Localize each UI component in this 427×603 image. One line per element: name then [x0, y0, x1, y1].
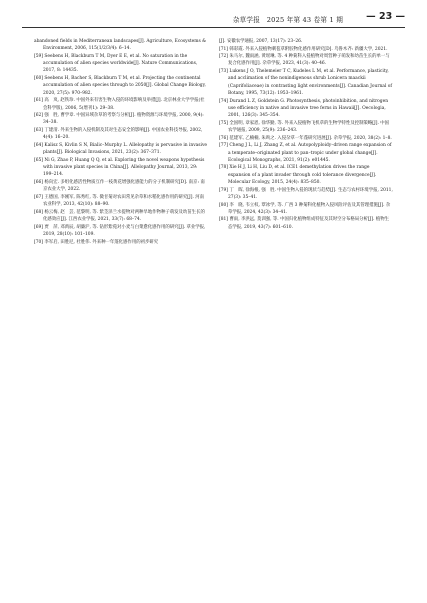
- reference-columns: [34, 38, 393, 573]
- reference-item: [77] Cheng J L, Li J, Zhang Z, et al. Autopolyploidy–driven range expansion of a temperate–originated plant to pan–tropic under global change[J]. Ecological Monographs, 2021, 91(2): e01445.: [219, 143, 392, 163]
- reference-item: [81] 曹雨, 李洪远, 莫训强, 等. 中国归化植物组成特征及其时空分布格局分析[J]. 植物生态学报, 2019, 43(7): 601–610.: [219, 217, 390, 230]
- reference-item: [79] 丁 晖, 徐海根, 强 胜. 中国生物入侵的现状与趋势[J]. 生态与农村环境学报, 2011, 27(3): 35–41.: [219, 187, 393, 200]
- reference-item: abandoned fields in Mediterranean landscapes[J]. Agriculture, Ecosystems & Environment, 2006, 115(1/2/3/4): 6–14.: [34, 39, 206, 52]
- reference-column-left: [34, 38, 208, 573]
- journal-title: 杂草学报 2025 年第 43 卷第 1 期: [232, 16, 343, 24]
- reference-item: [69] 贾 萍, 邓禹辰, 胡廉沪, 等. 钻形紫菀对小麦与白菜愈化感作用的研究[J]. 草业学报, 2019, 28(10): 101–109.: [34, 224, 206, 237]
- reference-item: [61] 高 岚, 赵铁珍. 中国外来有害生物入侵的环境影响及举措[J]. 北京林业大学学报(社会科学版), 2006, 5(增刊1): 29–38.: [34, 98, 205, 111]
- reference-item: [75] 全国明, 章家恩, 徐华勤, 等. 外来入侵植物飞机草的生物学特性及控制策略[J]. 中国农学通报, 2009, 25(9): 236–243.: [219, 120, 390, 134]
- reference-item: [73] Lukens J O, Thelemeier T C, Kudeles L M, et al. Performance, plasticity, and acclimation of the nonindigenous shrub Lonicera maackii (Caprifoliaceae) in contrasting light environments[J]. Canadian Journal of Botany, 1995, 73(12): 1953–1961.: [219, 69, 392, 96]
- header-rule: [22, 27, 405, 28]
- reference-item: [70] 李军启, 田胜尼, 杜胜伟. 外来种一年蓬化感作用的初步研究: [34, 239, 159, 245]
- reference-item: [63] 丁建清. 外来生物的入侵机制及其对生态安全的影响[J]. 中国农业科技导报, 2002, 4(4): 16–20.: [34, 128, 203, 141]
- reference-item: [74] Durand L Z, Goldstein G. Photosynthesis, photoinhibition, and nitrogen use efficiency in native and invasive tree ferns in Hawaii[J]. Oecologia, 2001, 126(3): 345–354.: [219, 98, 389, 119]
- page-header: [22, 10, 405, 30]
- reference-item: [80] 李 晓, 韦立权, 覃冰学, 等. 广西 3 种菊科化植物入侵风险评估及其管理措施[J]. 杂草学报, 2024, 42(3): 34–41.: [219, 202, 391, 215]
- reference-item: [59] Seebens H, Blackburn T M, Dyer E E, et al. No saturation in the accumulation of alien species worldwide[J]. Nature Communications, 2017, 8: 14435.: [34, 53, 198, 74]
- reference-item: [J]. 安徽农学通报, 2007, 13(17): 23–26.: [219, 39, 303, 44]
- reference-column-right: [219, 38, 393, 573]
- reference-item: [78] Xie H J, Li H, Liu D, et al. ICE1 demethylation drives the range expansion of a plant invader through cold tolerance divergence[J]. Molecular Ecology, 2015, 24(4): 835–850.: [219, 165, 377, 186]
- reference-item: [67] 王德国, 李刚军, 陈秀红, 等. 微甘菊对农田常见杂草和水稻化感作用的研究[J]. 河南农业科学, 2013, 42(10): 88–90.: [34, 194, 205, 208]
- reference-item: [68] 杨云梅, 赵 芸, 范黎明, 等. 紫茎泽兰水提物对两种旱地作物种子萌发及幼苗生长的化感效应[J]. 江西农业学报, 2021, 33(7): 68–74.: [34, 209, 205, 223]
- reference-item: [62] 强 胜, 曹学章. 中国异域杂草的考察与分析[J]. 植物资源与环境学报, 2000, 9(4): 34–38.: [34, 113, 204, 126]
- reference-item: [72] 朱马尔, 魏雨涵, 黄瑶琳, 等. 4 种菊科入侵植物对周营种子萌发和幼苗生长的单一与复合化感作用[J]. 杂草学报, 2023, 41(3): 40–46.: [219, 54, 390, 67]
- reference-item: [71] 韩彩霞. 外来入侵植物刺苞草附胶物化感作用研究[D]. 乌鲁木齐: 新疆大学, 2021.: [219, 46, 388, 52]
- reference-item: [76] 范建军, 乙楠楠, 朱珣之. 入侵杂草一年蓬研究进展[J]. 杂草学报, 2020, 38(2): 1–8.: [219, 135, 392, 141]
- reference-item: [60] Seebens H, Bacher S, Blackburn T M, et al. Projecting the continental accumulation of alien species through to 2050[J]. Global Change Biology, 2020, 27(5): 970–982.: [34, 76, 206, 96]
- reference-item: [64] Kalisz S, Kivlin S N, Bialic–Murphy L. Allelopathy is pervasive in invasive plants[J]. Biological Invasions, 2021, 23(2): 367–371.: [34, 142, 208, 156]
- reference-item: [65] Ni G, Zhao P, Huang Q Q, et al. Exploring the novel weapons hypothesis with invasive plant species in China[J]. Allelopathy Journal, 2013, 29: 199–214.: [34, 157, 205, 178]
- reference-item: [66] 杨向宏. 多组化感活性物质互作一枝黄花增强化感能力的分子机制研究[D]. 南京: 南京农业大学, 2022.: [34, 180, 205, 193]
- page-number: — 23 —: [366, 11, 405, 22]
